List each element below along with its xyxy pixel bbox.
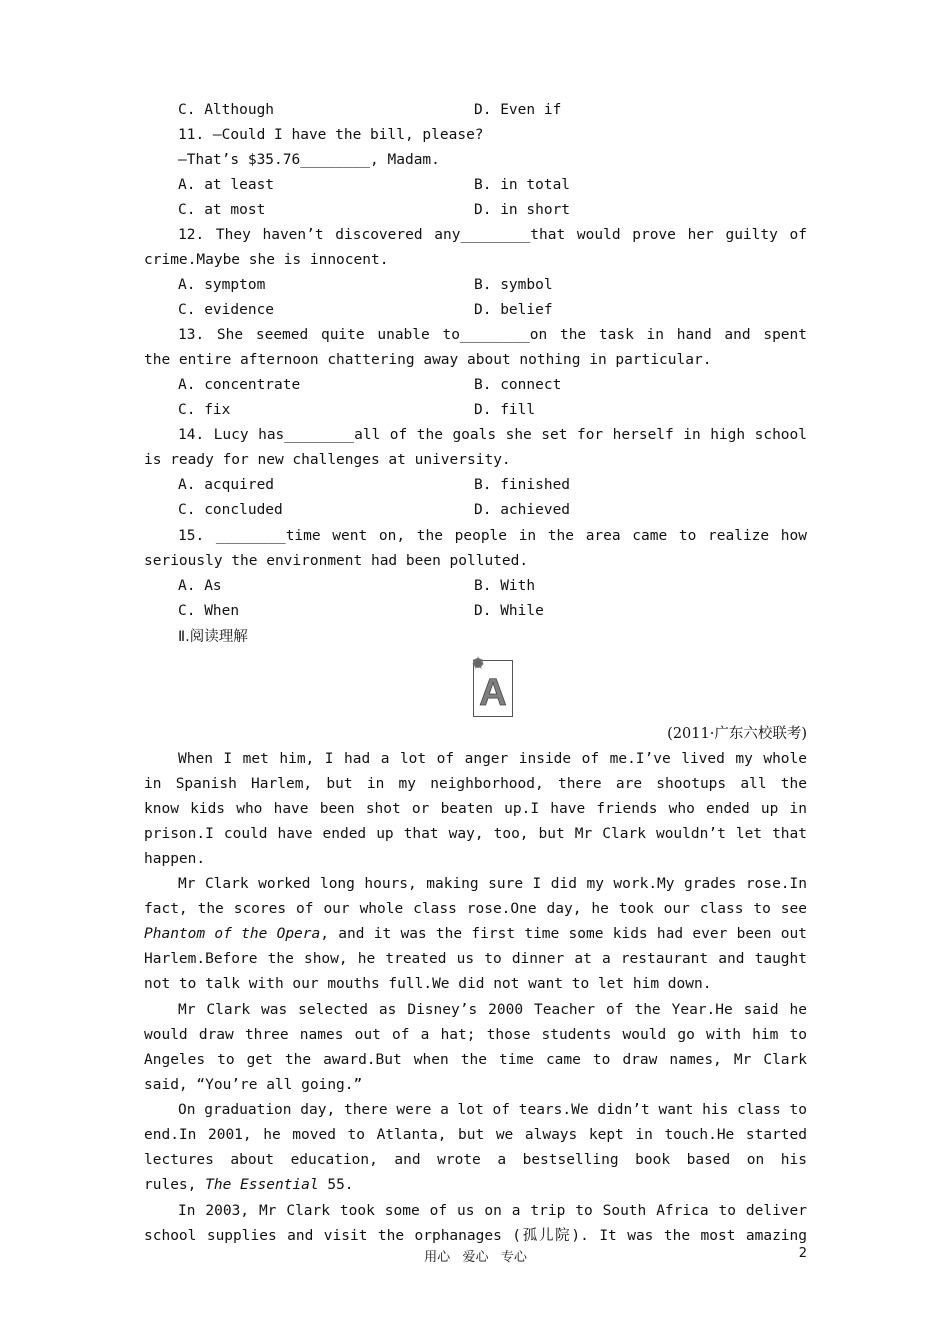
q15-option-b: B. With (474, 578, 536, 594)
q13-option-a: A. concentrate (178, 377, 301, 393)
passage-p1-line: in Spanish Harlem, but in my neighborhood, there are shootups all the (144, 776, 807, 792)
q15-stem: 15. ________time went on, the people in the area came to realize how (178, 528, 807, 544)
document-page (144, 0, 807, 1344)
passage-source: (2011·广东六校联考) (667, 726, 807, 742)
passage-p1-line: prison.I could have ended up that way, too, but Mr Clark wouldn’t let that (144, 826, 807, 842)
q13-stem: 13. She seemed quite unable to________on the task in hand and spent (178, 327, 807, 343)
q12-option-a: A. symptom (178, 277, 266, 293)
q11-stem: 11. —Could I have the bill, please? (178, 127, 484, 143)
q14-option-a: A. acquired (178, 477, 275, 493)
q12-stem: 12. They haven’t discovered any________that would prove her guilty of (178, 227, 807, 243)
passage-p3-line: Mr Clark was selected as Disney’s 2000 Teacher of the Year.He said he (178, 1002, 807, 1018)
page-number: 2 (798, 1246, 807, 1261)
book-title-italic: The Essential (205, 1177, 319, 1193)
passage-p2-line: Mr Clark worked long hours, making sure I did my work.My grades rose.In (178, 876, 807, 892)
q15-option-a: A. As (178, 578, 222, 594)
passage-p2-line: Phantom of the Opera, and it was the first time some kids had ever been out (144, 926, 807, 942)
play-title-italic: Phantom of the Opera (144, 926, 321, 942)
q14-option-b: B. finished (474, 477, 571, 493)
passage-p4-line: rules, The Essential 55. (144, 1177, 354, 1193)
passage-p3-line: would draw three names out of a hat; those students would go with him to (144, 1027, 807, 1043)
q13-option-c: C. fix (178, 402, 231, 418)
q10-option-d: D. Even if (474, 102, 562, 118)
passage-p4-line: end.In 2001, he moved to Atlanta, but we always kept in touch.He started (144, 1127, 807, 1143)
passage-p2-line: fact, the scores of our whole class rose.One day, he took our class to see (144, 901, 807, 917)
q15-stem-cont: seriously the environment had been polluted. (144, 553, 529, 569)
passage-p5-line: school supplies and visit the orphanages (孤儿院). It was the most amazing (144, 1228, 807, 1244)
q11-option-c: C. at most (178, 202, 266, 218)
passage-a-badge-icon (472, 656, 514, 718)
passage-p1-line: When I met him, I had a lot of anger inside of me.I’ve lived my whole (178, 751, 807, 767)
passage-p3-line: said, “You’re all going.” (144, 1077, 363, 1093)
passage-letter: A (479, 672, 507, 714)
q12-stem-cont: crime.Maybe she is innocent. (144, 252, 389, 268)
q12-option-d: D. belief (474, 302, 553, 318)
q13-option-d: D. fill (474, 402, 536, 418)
q11-option-b: B. in total (474, 177, 571, 193)
passage-p3-line: Angeles to get the award.But when the time came to draw names, Mr Clark (144, 1052, 807, 1068)
passage-p2-line: not to talk with our mouths full.We did not want to let him down. (144, 976, 712, 992)
q15-option-d: D. While (474, 603, 544, 619)
q12-option-c: C. evidence (178, 302, 275, 318)
q11-stem-reply: —That’s $35.76________, Madam. (178, 152, 440, 168)
passage-p4-line: lectures about education, and wrote a bestselling book based on his (144, 1152, 807, 1168)
passage-p5-line: In 2003, Mr Clark took some of us on a trip to South Africa to deliver (178, 1203, 807, 1219)
q14-option-c: C. concluded (178, 502, 283, 518)
passage-p1-line: know kids who have been shot or beaten up.I have friends who ended up in (144, 801, 807, 817)
passage-p4-line: On graduation day, there were a lot of tears.We didn’t want his class to (178, 1102, 807, 1118)
q11-option-d: D. in short (474, 202, 571, 218)
q14-stem: 14. Lucy has________all of the goals she set for herself in high school (178, 427, 807, 443)
passage-p1-line: happen. (144, 851, 206, 867)
passage-a-logo (472, 656, 514, 718)
q14-stem-cont: is ready for new challenges at university. (144, 452, 511, 468)
footer-motto: 用心 爱心 专心 (424, 1250, 527, 1265)
q10-option-c: C. Although (178, 102, 275, 118)
q15-option-c: C. When (178, 603, 240, 619)
passage-p2-line: Harlem.Before the show, he treated us to dinner at a restaurant and taught (144, 951, 807, 967)
q14-option-d: D. achieved (474, 502, 571, 518)
q11-option-a: A. at least (178, 177, 275, 193)
q12-option-b: B. symbol (474, 277, 553, 293)
q13-stem-cont: the entire afternoon chattering away about nothing in particular. (144, 352, 712, 368)
section-heading: Ⅱ.阅读理解 (178, 629, 248, 645)
q13-option-b: B. connect (474, 377, 562, 393)
